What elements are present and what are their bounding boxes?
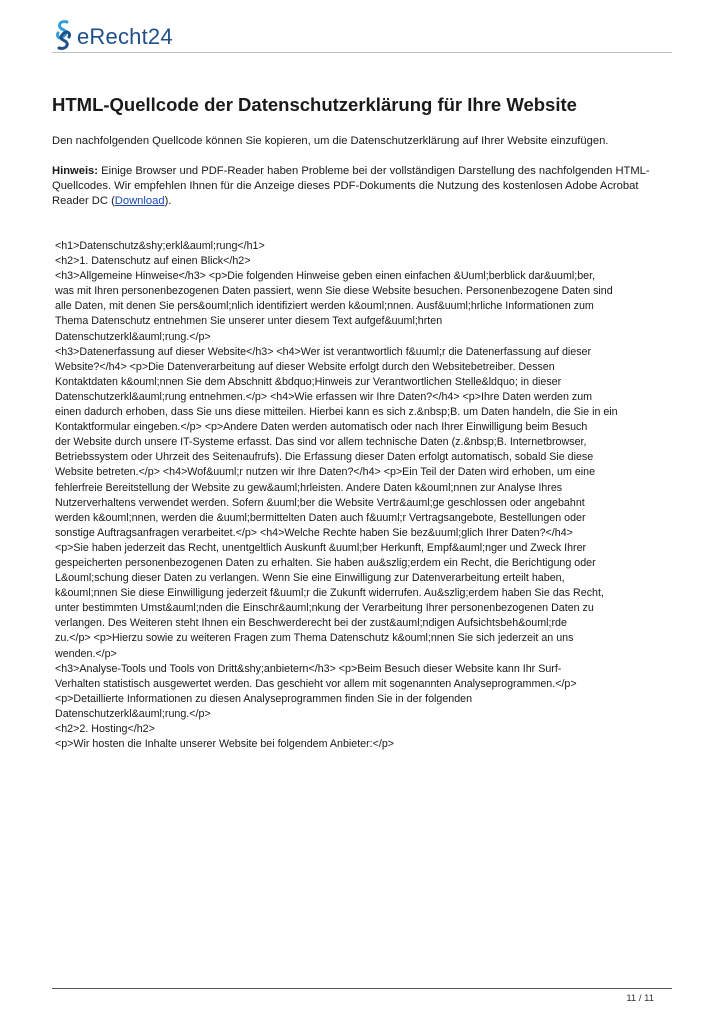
section-sign-icon	[52, 18, 76, 52]
page-header	[52, 14, 672, 53]
code-line: Website?</h4> <p>Die Datenverarbeitung auf dieser Website erfolgt durch den Websitebetreiber. Dessen	[55, 360, 555, 373]
code-line: <h3>Allgemeine Hinweise</h3> <p>Die folgenden Hinweise geben einen einfachen &Uuml;berblick dar&uuml;ber,	[55, 270, 596, 283]
code-line: <p>Detaillierte Informationen zu diesen Analyseprogrammen finden Sie in der folgenden	[55, 692, 473, 705]
code-line: sonstige Auftragsanfragen verarbeitet.</p> <h4>Welche Rechte haben Sie bez&uuml;glich Ihrer Daten?</h4>	[55, 526, 573, 539]
code-line: Datenschutzerkl&auml;rung.</p>	[55, 330, 211, 343]
code-line: fehlerfreie Bereitstellung der Website zu gew&auml;hrleisten. Andere Daten k&ouml;nnen zur Analyse Ihres	[55, 481, 563, 494]
intro-paragraph: Den nachfolgenden Quellcode können Sie kopieren, um die Datenschutzerklärung auf Ihrer Website einzufügen.	[52, 135, 609, 147]
code-line: Datenschutzerkl&auml;rung entnehmen.</p> <h4>Wie erfassen wir Ihre Daten?</h4> <p>Ihre Daten werden zum	[55, 390, 593, 403]
code-line: Datenschutzerkl&auml;rung.</p>	[55, 707, 211, 720]
code-line: <p>Wir hosten die Inhalte unserer Website bei folgendem Anbieter:</p>	[55, 738, 395, 751]
code-line: L&ouml;schung dieser Daten zu verlangen. Wenn Sie eine Einwilligung zur Datenverarbeitung erteilt haben,	[55, 572, 565, 585]
hint-end: ).	[164, 195, 172, 207]
code-line: <h3>Analyse-Tools und Tools von Dritt&shy;anbietern</h3> <p>Beim Besuch dieser Website kann Ihr Surf-	[55, 662, 562, 675]
code-line: <h3>Datenerfassung auf dieser Website</h3> <h4>Wer ist verantwortlich f&uuml;r die Datenerfassung auf dieser	[55, 345, 592, 358]
code-line: <h2>2. Hosting</h2>	[55, 723, 155, 735]
code-line: Thema Datenschutz entnehmen Sie unserer unter diesem Text aufgef&uuml;hrten	[55, 315, 443, 328]
hint-text: Einige Browser und PDF-Reader haben Probleme bei der vollständigen Darstellung des nachfolgenden HTML-Quellcodes. Wir empfehlen Ihnen für die Anzeige dieses PDF-Dokuments die Nutzung des kostenlosen Adobe Acrobat Reader DC (	[52, 165, 650, 207]
code-line: Betriebssystem oder Uhrzeit des Seitenaufrufs). Die Erfassung dieser Daten erfolgt automatisch, sobald Sie diese	[55, 451, 594, 464]
code-line: Website betreten.</p> <h4>Wof&uuml;r nutzen wir Ihre Daten?</h4> <p>Ein Teil der Daten wird erhoben, um eine	[55, 466, 596, 479]
code-line: <h2>1. Datenschutz auf einen Blick</h2>	[55, 255, 251, 268]
logo-wordmark: eRecht24	[77, 24, 173, 49]
code-line: verlangen. Des Weiteren steht Ihnen ein Beschwerderecht bei der zust&auml;ndigen Aufsichtsbeh&ouml;rde	[55, 617, 567, 630]
code-line: was mit Ihren personenbezogenen Daten passiert, wenn Sie diese Website besuchen. Personenbezogene Daten sind	[55, 285, 613, 298]
code-line: der Website durch unsere IT-Systeme erfasst. Das sind vor allem technische Daten (z.&nbsp;B. Internetbrowser,	[55, 436, 587, 449]
code-line: k&ouml;nnen Sie diese Einwilligung jederzeit f&uuml;r die Zukunft widerrufen. Au&szlig;erdem haben Sie das Recht,	[55, 587, 604, 600]
code-line: gespeicherten personenbezogenen Daten zu erhalten. Sie haben au&szlig;erdem ein Recht, die Berichtigung oder	[55, 556, 596, 569]
download-link[interactable]: Download	[114, 195, 165, 207]
code-line: werden k&ouml;nnen, werden die &uuml;bermittelten Daten auch f&uuml;r Vertragsangebote, Bestellungen oder	[55, 511, 586, 524]
code-line: Kontaktdaten k&ouml;nnen Sie dem Abschnitt &bdquo;Hinweis zur Verantwortlichen Stelle&ldquo; in dieser	[55, 375, 562, 388]
footer-divider	[52, 988, 672, 989]
code-line: Nutzerverhaltens verwendet werden. Sofern &uuml;ber die Website Vertr&auml;ge geschlossen oder angebahnt	[55, 496, 585, 509]
hint-label: Hinweis:	[52, 165, 99, 177]
code-line: alle Daten, mit denen Sie pers&ouml;nlich identifiziert werden k&ouml;nnen. Ausf&uuml;hrliche Informationen zum	[55, 300, 594, 313]
erecht24-logo	[52, 16, 173, 52]
page-title: HTML-Quellcode der Datenschutzerklärung für Ihre Website	[52, 94, 577, 115]
code-line: Verhalten statistisch ausgewertet werden. Das geschieht vor allem mit sogenannten Analyseprogrammen.</p>	[55, 677, 577, 690]
hint-paragraph	[52, 164, 672, 209]
code-line: <h1>Datenschutz&shy;erkl&auml;rung</h1>	[55, 240, 265, 252]
code-line: zu.</p> <p>Hierzu sowie zu weiteren Fragen zum Thema Datenschutz k&ouml;nnen Sie sich jederzeit an uns	[55, 632, 574, 645]
code-line: unter bestimmten Umst&auml;nden die Einschr&auml;nkung der Verarbeitung Ihrer personenbezogenen Daten zu	[55, 602, 594, 615]
code-line: wenden.</p>	[55, 647, 117, 660]
code-line: einen dadurch erhoben, dass Sie uns diese mitteilen. Hierbei kann es sich z.&nbsp;B. um Daten handeln, die Sie in ein	[55, 406, 618, 419]
html-source-code	[55, 239, 671, 752]
code-line: <p>Sie haben jederzeit das Recht, unentgeltlich Auskunft &uuml;ber Herkunft, Empf&auml;nger und Zweck Ihrer	[55, 541, 587, 554]
code-line: Kontaktformular eingeben.</p> <p>Andere Daten werden automatisch oder nach Ihrer Einwilligung beim Besuch	[55, 421, 588, 434]
page-number: 11 / 11	[626, 993, 654, 1004]
